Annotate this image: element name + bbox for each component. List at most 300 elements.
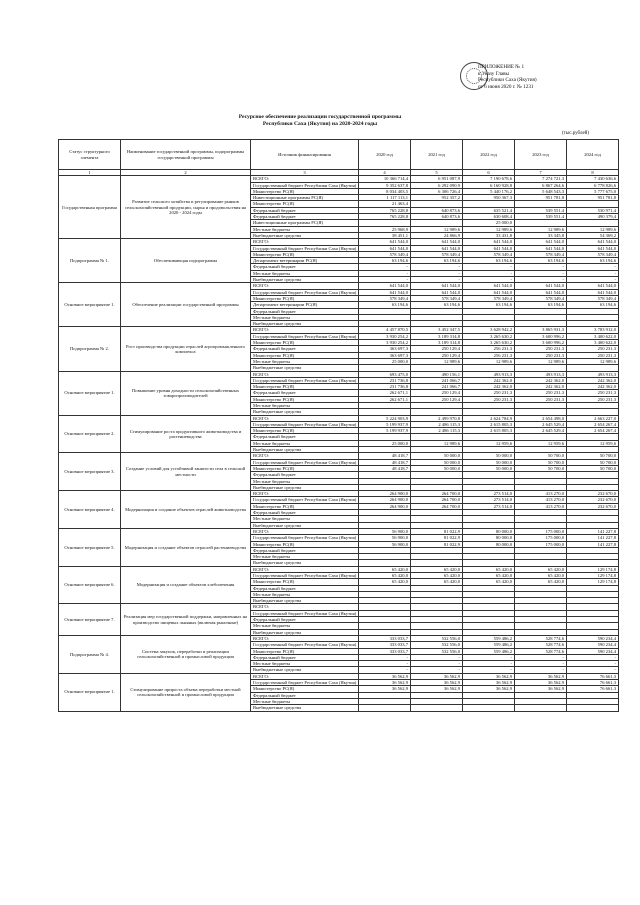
amount-cell: 8 034 403,5 bbox=[359, 188, 411, 194]
amount-cell: 21 463,4 bbox=[359, 201, 411, 207]
funding-table bbox=[58, 139, 619, 712]
amount-cell: 242 362,0 bbox=[463, 384, 515, 390]
amount-cell: 3 865 931,3 bbox=[515, 327, 567, 333]
amount-cell: - bbox=[515, 654, 567, 660]
amount-cell: - bbox=[411, 661, 463, 667]
amount-cell: 2 486 115,3 bbox=[411, 428, 463, 434]
amount-cell: 765 228,8 bbox=[359, 207, 411, 213]
amount-cell: 578 349,4 bbox=[411, 251, 463, 257]
funding-source: Министерство РС(Я) bbox=[251, 648, 359, 654]
amount-cell: 63 194,6 bbox=[411, 258, 463, 264]
amount-cell: 273 514,0 bbox=[463, 503, 515, 509]
amount-cell: 48 418,7 bbox=[359, 459, 411, 465]
amount-cell: 129 174,8 bbox=[567, 573, 619, 579]
amount-cell: 532 556,0 bbox=[411, 642, 463, 648]
amount-cell: 641 544,0 bbox=[359, 245, 411, 251]
amount-cell: 264 700,0 bbox=[411, 491, 463, 497]
element-name: Обеспечение реализации государственной программы bbox=[121, 283, 251, 327]
funding-source: Государственный бюджет Республики Саха (Якутия) bbox=[251, 421, 359, 427]
amount-cell: 765 228,8 bbox=[359, 214, 411, 220]
amount-cell: 532 556,0 bbox=[411, 635, 463, 641]
amount-cell: 493 913,3 bbox=[515, 371, 567, 377]
amount-cell: 630 608,4 bbox=[463, 214, 515, 220]
amount-cell bbox=[515, 705, 567, 711]
amount-cell: 12 989,6 bbox=[463, 226, 515, 232]
annex-line: Республики Саха (Якутия) bbox=[478, 77, 537, 84]
amount-cell: 175 000,0 bbox=[515, 541, 567, 547]
amount-cell bbox=[567, 705, 619, 711]
amount-cell: 641 544,0 bbox=[567, 239, 619, 245]
funding-source: Федеральный бюджет bbox=[251, 547, 359, 553]
amount-cell: 80 000,0 bbox=[463, 528, 515, 534]
annex-note bbox=[478, 64, 628, 90]
amount-cell: 50 000,0 bbox=[411, 459, 463, 465]
funding-source: Федеральный бюджет bbox=[251, 510, 359, 516]
amount-cell: 141 227,8 bbox=[567, 541, 619, 547]
funding-source: Внебюджетные средства bbox=[251, 277, 359, 283]
amount-cell: - bbox=[567, 661, 619, 667]
amount-cell: 63 194,6 bbox=[567, 258, 619, 264]
amount-cell: 63 194,6 bbox=[359, 258, 411, 264]
element-status: Основное мероприятие 3. bbox=[59, 453, 121, 491]
amount-cell: 2 486 115,3 bbox=[411, 421, 463, 427]
amount-cell: 63 194,6 bbox=[463, 258, 515, 264]
funding-source: Министерство РС(Я) bbox=[251, 686, 359, 692]
element-name: Система закупок, переработки и реализации сельскохозяйственной и промысловой продукции bbox=[121, 635, 251, 673]
amount-cell: 50 700,0 bbox=[515, 453, 567, 459]
funding-source: Министерство РС(Я) bbox=[251, 579, 359, 585]
funding-source: ВСЕГО: bbox=[251, 283, 359, 289]
amount-cell: 241 066,7 bbox=[411, 377, 463, 383]
amount-cell: - bbox=[359, 667, 411, 673]
amount-cell: 50 700,0 bbox=[567, 465, 619, 471]
funding-source: Государственный бюджет Республики Саха (Якутия) bbox=[251, 573, 359, 579]
column-header: Наименование государственной программы, подпрограммы государственной программы bbox=[121, 140, 251, 170]
element-name: Модернизация и создание объектов отраслей животноводства bbox=[121, 491, 251, 529]
amount-cell: 12 959,6 bbox=[515, 440, 567, 446]
amount-cell: 241 066,7 bbox=[411, 384, 463, 390]
element-status: Подпрограмма № 1. bbox=[59, 239, 121, 283]
amount-cell: - bbox=[463, 667, 515, 673]
element-status: Основное мероприятие 1. bbox=[59, 371, 121, 415]
funding-source: Местные бюджеты bbox=[251, 270, 359, 276]
column-number: 4 bbox=[359, 170, 411, 176]
amount-cell: 48 418,7 bbox=[359, 453, 411, 459]
amount-cell: 950 367,3 bbox=[463, 195, 515, 201]
amount-cell: 5 199 937,9 bbox=[359, 428, 411, 434]
amount-cell: 693 475,0 bbox=[359, 371, 411, 377]
amount-cell: 641 544,0 bbox=[411, 239, 463, 245]
amount-cell: - bbox=[411, 270, 463, 276]
amount-cell: 3 783 912,0 bbox=[567, 327, 619, 333]
funding-source: Федеральный бюджет bbox=[251, 585, 359, 591]
amount-cell: 578 349,4 bbox=[411, 295, 463, 301]
annex-line: от 6 июня 2020 г. № 1231 bbox=[478, 83, 534, 90]
funding-source: Государственный бюджет Республики Саха (Якутия) bbox=[251, 497, 359, 503]
amount-cell: 36 562,9 bbox=[515, 680, 567, 686]
element-name: Создание условий для устойчивой занятости села в сельской местности bbox=[121, 453, 251, 491]
amount-cell: 141 227,8 bbox=[567, 535, 619, 541]
funding-source: Инвестиционные программы РС(Я) bbox=[251, 220, 359, 226]
amount-cell: 65 420,0 bbox=[411, 573, 463, 579]
amount-cell: 641 544,0 bbox=[515, 239, 567, 245]
funding-source: ВСЕГО: bbox=[251, 176, 359, 182]
funding-source: Федеральный бюджет bbox=[251, 472, 359, 478]
amount-cell: 413 270,0 bbox=[515, 491, 567, 497]
funding-source: Министерство РС(Я) bbox=[251, 188, 359, 194]
amount-cell: 528 774,6 bbox=[515, 635, 567, 641]
amount-cell: 641 544,0 bbox=[411, 283, 463, 289]
amount-cell: 3 400 622,0 bbox=[567, 333, 619, 339]
amount-cell: 54 369,2 bbox=[567, 232, 619, 238]
funding-source: Государственный бюджет Республики Саха (Якутия) bbox=[251, 610, 359, 616]
column-number: 7 bbox=[515, 170, 567, 176]
amount-cell: 242 362,0 bbox=[515, 384, 567, 390]
amount-cell: 6 951 087,9 bbox=[411, 176, 463, 182]
amount-cell: 641 544,0 bbox=[359, 239, 411, 245]
element-name: Рост производства продукции отраслей агропромышленного комплекса bbox=[121, 327, 251, 371]
amount-cell: 2 654 267,4 bbox=[567, 428, 619, 434]
amount-cell: - bbox=[359, 264, 411, 270]
header-row bbox=[59, 140, 619, 170]
amount-cell: - bbox=[463, 270, 515, 276]
amount-cell: 641 544,0 bbox=[359, 283, 411, 289]
amount-cell: 65 420,0 bbox=[463, 573, 515, 579]
element-status: Основное мероприятие 6. bbox=[59, 566, 121, 604]
funding-source: Внебюджетные средства bbox=[251, 667, 359, 673]
amount-cell: 641 544,0 bbox=[359, 289, 411, 295]
amount-cell: 25 000,0 bbox=[359, 440, 411, 446]
amount-cell: 539 551,4 bbox=[515, 214, 567, 220]
column-number: 6 bbox=[463, 170, 515, 176]
title-line: Ресурсное обеспечение реализации государственной программы bbox=[238, 114, 402, 120]
element-status: Основное мероприятие 5. bbox=[59, 528, 121, 566]
amount-cell: 578 349,4 bbox=[359, 295, 411, 301]
amount-cell: - bbox=[411, 277, 463, 283]
amount-cell: 36 562,9 bbox=[359, 686, 411, 692]
funding-source: Министерство РС(Я) bbox=[251, 295, 359, 301]
amount-cell: 951 781,8 bbox=[515, 195, 567, 201]
amount-cell: 413 270,0 bbox=[515, 503, 567, 509]
funding-source: Местные бюджеты bbox=[251, 358, 359, 364]
amount-cell: 578 349,4 bbox=[359, 251, 411, 257]
amount-cell: 231 736,8 bbox=[359, 377, 411, 383]
amount-cell: 141 227,8 bbox=[567, 528, 619, 534]
amount-cell: 3 400 622,0 bbox=[567, 340, 619, 346]
amount-cell: 2 645 529,4 bbox=[515, 428, 567, 434]
amount-cell: 36 562,9 bbox=[463, 680, 515, 686]
funding-source: ВСЕГО: bbox=[251, 239, 359, 245]
amount-cell: 65 420,0 bbox=[411, 579, 463, 585]
column-header: Статус структурного элемента bbox=[59, 140, 121, 170]
funding-source: Местные бюджеты bbox=[251, 478, 359, 484]
element-status: Основное мероприятие 1. bbox=[59, 283, 121, 327]
amount-cell: - bbox=[463, 264, 515, 270]
element-name: Стимулирование роста продуктивного животноводства и растениеводства bbox=[121, 415, 251, 453]
funding-source: ВСЕГО: bbox=[251, 453, 359, 459]
amount-cell: 250 231,3 bbox=[515, 390, 567, 396]
funding-source: Местные бюджеты bbox=[251, 314, 359, 320]
funding-source: Департамент ветеринарии РС(Я) bbox=[251, 302, 359, 308]
amount-cell: 264 900,0 bbox=[359, 503, 411, 509]
amount-cell: 6 867 264,6 bbox=[515, 182, 567, 188]
amount-cell: 264 900,0 bbox=[359, 497, 411, 503]
funding-source: Министерство РС(Я) bbox=[251, 428, 359, 434]
amount-cell: 3 189 314,8 bbox=[411, 340, 463, 346]
amount-cell: - bbox=[463, 277, 515, 283]
amount-cell: 175 000,0 bbox=[515, 535, 567, 541]
amount-cell: 250 231,3 bbox=[567, 352, 619, 358]
funding-source: Внебюджетные средства bbox=[251, 232, 359, 238]
amount-cell: 641 544,0 bbox=[463, 289, 515, 295]
amount-cell: 250 231,3 bbox=[463, 396, 515, 402]
column-header: 2024 год bbox=[567, 140, 619, 170]
amount-cell: 232 670,0 bbox=[567, 503, 619, 509]
amount-cell: 3 452 347,5 bbox=[411, 327, 463, 333]
amount-cell: 12 989,6 bbox=[567, 358, 619, 364]
amount-cell: 640 873,6 bbox=[411, 207, 463, 213]
amount-cell: 559 486,2 bbox=[463, 635, 515, 641]
amount-cell: 6 778 826,6 bbox=[567, 182, 619, 188]
amount-cell: 3 265 630,2 bbox=[463, 333, 515, 339]
amount-cell: - bbox=[515, 270, 567, 276]
amount-cell: 951 781,8 bbox=[567, 195, 619, 201]
amount-cell: 578 349,4 bbox=[515, 251, 567, 257]
funding-source: Государственный бюджет Республики Саха (Якутия) bbox=[251, 642, 359, 648]
amount-cell: 578 349,4 bbox=[567, 295, 619, 301]
amount-cell: 262 671,1 bbox=[359, 390, 411, 396]
amount-cell: 273 514,0 bbox=[463, 491, 515, 497]
funding-source: Инвестиционные программы РС(Я) bbox=[251, 195, 359, 201]
amount-cell: 641 544,0 bbox=[411, 245, 463, 251]
amount-cell: 539 551,4 bbox=[515, 207, 567, 213]
funding-source: Местные бюджеты bbox=[251, 440, 359, 446]
amount-cell: 532 556,0 bbox=[411, 648, 463, 654]
document-title bbox=[150, 114, 490, 128]
amount-cell: 65 420,0 bbox=[359, 573, 411, 579]
amount-cell: 641 544,0 bbox=[567, 289, 619, 295]
amount-cell: 25 968,9 bbox=[359, 226, 411, 232]
amount-cell: 250 231,3 bbox=[567, 390, 619, 396]
element-name: Модернизация и создание объектов отраслей растениеводства bbox=[121, 528, 251, 566]
element-status: Основное мероприятие 7. bbox=[59, 604, 121, 635]
element-status: Подпрограмма № 2. bbox=[59, 327, 121, 371]
amount-cell: 242 362,0 bbox=[567, 384, 619, 390]
funding-source: Министерство РС(Я) bbox=[251, 251, 359, 257]
amount-cell: 36 562,9 bbox=[359, 673, 411, 679]
amount-cell: 250 129,4 bbox=[411, 346, 463, 352]
funding-source: Внебюджетные средства bbox=[251, 629, 359, 635]
amount-cell: - bbox=[359, 270, 411, 276]
amount-cell: 76 661,3 bbox=[567, 680, 619, 686]
funding-source: Министерство РС(Я) bbox=[251, 503, 359, 509]
column-header: 2020 год bbox=[359, 140, 411, 170]
funding-source: Государственный бюджет Республики Саха (Якутия) bbox=[251, 245, 359, 251]
amount-cell: 3 930 254,2 bbox=[359, 333, 411, 339]
amount-cell: 256 231,3 bbox=[463, 352, 515, 358]
funding-source: Внебюджетные средства bbox=[251, 560, 359, 566]
amount-cell: 2 663 227,0 bbox=[567, 415, 619, 421]
funding-source: Федеральный бюджет bbox=[251, 346, 359, 352]
annex-line: ПРИЛОЖЕНИЕ № 1 bbox=[478, 64, 525, 70]
amount-cell: 578 349,4 bbox=[463, 295, 515, 301]
funding-source: Министерство РС(Я) bbox=[251, 465, 359, 471]
funding-source: Внебюджетные средства bbox=[251, 522, 359, 528]
amount-cell: 50 000,0 bbox=[411, 453, 463, 459]
funding-source: Государственный бюджет Республики Саха (Якутия) bbox=[251, 182, 359, 188]
amount-cell: 81 022,9 bbox=[411, 535, 463, 541]
amount-cell: 36 562,9 bbox=[515, 686, 567, 692]
funding-source: Местные бюджеты bbox=[251, 516, 359, 522]
amount-cell: 250 231,3 bbox=[567, 346, 619, 352]
amount-cell: 65 420,0 bbox=[359, 579, 411, 585]
amount-cell: 56 900,0 bbox=[359, 528, 411, 534]
amount-cell: - bbox=[411, 264, 463, 270]
amount-cell: 578 349,4 bbox=[567, 251, 619, 257]
amount-cell: 65 420,0 bbox=[411, 566, 463, 572]
amount-cell: 2 499 970,8 bbox=[411, 415, 463, 421]
amount-cell: 264 700,0 bbox=[411, 497, 463, 503]
funding-source: Государственный бюджет Республики Саха (Якутия) bbox=[251, 680, 359, 686]
amount-cell: 5 440 176,2 bbox=[463, 188, 515, 194]
funding-source: Внебюджетные средства bbox=[251, 598, 359, 604]
amount-cell: 50 000,0 bbox=[463, 465, 515, 471]
amount-cell: - bbox=[515, 264, 567, 270]
amount-cell: 250 231,3 bbox=[515, 396, 567, 402]
amount-cell: 24 866,9 bbox=[411, 232, 463, 238]
amount-cell: 2 645 529,4 bbox=[515, 421, 567, 427]
amount-cell: 250 129,4 bbox=[411, 352, 463, 358]
amount-cell: 7 274 721,3 bbox=[515, 176, 567, 182]
amount-cell: 2 624 784,9 bbox=[463, 415, 515, 421]
amount-cell: 5 199 937,9 bbox=[359, 421, 411, 427]
funding-source: Внебюджетные средства bbox=[251, 447, 359, 453]
amount-cell: 5 224 903,9 bbox=[359, 415, 411, 421]
amount-cell: 1 117 113,1 bbox=[359, 195, 411, 201]
column-number: 5 bbox=[411, 170, 463, 176]
amount-cell: 12 989,6 bbox=[411, 226, 463, 232]
amount-cell: - bbox=[359, 661, 411, 667]
funding-source: Федеральный бюджет bbox=[251, 617, 359, 623]
element-name: Развитие сельского хозяйства и регулирование рынков сельскохозяйственной продукции, сырья и продовольствия на 2020 - 2024 годы bbox=[121, 176, 251, 239]
amount-cell: 590 234,4 bbox=[567, 642, 619, 648]
funding-source: Федеральный бюджет bbox=[251, 308, 359, 314]
element-status: Основное мероприятие 4. bbox=[59, 491, 121, 529]
amount-cell: 635 521,4 bbox=[463, 207, 515, 213]
amount-cell: 578 349,4 bbox=[515, 295, 567, 301]
amount-cell: 9 352 637,8 bbox=[359, 182, 411, 188]
amount-cell: 10 366 714,4 bbox=[359, 176, 411, 182]
table-body bbox=[59, 176, 619, 711]
funding-source: Министерство РС(Я) bbox=[251, 352, 359, 358]
unit-label: (тыс.рублей) bbox=[562, 131, 590, 136]
amount-cell: 36 562,9 bbox=[411, 680, 463, 686]
amount-cell: 363 697,3 bbox=[359, 352, 411, 358]
amount-cell: 63 194,6 bbox=[359, 302, 411, 308]
amount-cell: 528 774,6 bbox=[515, 648, 567, 654]
funding-source: Министерство РС(Я) bbox=[251, 340, 359, 346]
funding-source: Местные бюджеты bbox=[251, 591, 359, 597]
amount-cell: 3 265 630,2 bbox=[463, 340, 515, 346]
amount-cell: 25 000,0 bbox=[463, 220, 515, 226]
amount-cell: 256 231,3 bbox=[463, 346, 515, 352]
funding-source: Местные бюджеты bbox=[251, 226, 359, 232]
amount-cell: - bbox=[515, 277, 567, 283]
amount-cell: 641 544,0 bbox=[515, 289, 567, 295]
amount-cell: 65 420,0 bbox=[463, 566, 515, 572]
amount-cell: 231 736,8 bbox=[359, 384, 411, 390]
column-header: 2021 год bbox=[411, 140, 463, 170]
amount-cell: - bbox=[463, 654, 515, 660]
funding-source: Федеральный бюджет bbox=[251, 214, 359, 220]
amount-cell: 6 160 928,8 bbox=[463, 182, 515, 188]
column-number: 3 bbox=[251, 170, 359, 176]
amount-cell: 76 661,3 bbox=[567, 673, 619, 679]
amount-cell: 363 697,3 bbox=[359, 346, 411, 352]
amount-cell: 264 700,0 bbox=[411, 503, 463, 509]
amount-cell: 12 989,6 bbox=[411, 440, 463, 446]
amount-cell: 12 989,6 bbox=[411, 358, 463, 364]
amount-cell: 50 000,0 bbox=[463, 453, 515, 459]
funding-source: Федеральный бюджет bbox=[251, 434, 359, 440]
amount-cell: 250 231,3 bbox=[515, 352, 567, 358]
funding-source: Министерство РС(Я) bbox=[251, 396, 359, 402]
funding-source: Местные бюджеты bbox=[251, 554, 359, 560]
amount-cell: 3 600 996,2 bbox=[515, 333, 567, 339]
amount-cell: 3 930 254,2 bbox=[359, 340, 411, 346]
amount-cell: 559 486,2 bbox=[463, 648, 515, 654]
amount-cell: 641 544,0 bbox=[515, 245, 567, 251]
amount-cell: 48 418,7 bbox=[359, 465, 411, 471]
amount-cell: 12 989,6 bbox=[567, 226, 619, 232]
amount-cell: 242 362,0 bbox=[567, 377, 619, 383]
column-number: 8 bbox=[567, 170, 619, 176]
amount-cell: 50 700,0 bbox=[515, 465, 567, 471]
amount-cell bbox=[463, 705, 515, 711]
amount-cell: - bbox=[567, 654, 619, 660]
amount-cell: 250 129,4 bbox=[411, 390, 463, 396]
amount-cell: 2 654 498,0 bbox=[515, 415, 567, 421]
amount-cell: 640 873,6 bbox=[411, 214, 463, 220]
element-name: Обеспечивающая подпрограмма bbox=[121, 239, 251, 283]
element-status: Государственная программа bbox=[59, 176, 121, 239]
element-status: Подпрограмма № 4. bbox=[59, 635, 121, 673]
amount-cell: 6 306 726,4 bbox=[411, 188, 463, 194]
amount-cell: 413 270,0 bbox=[515, 497, 567, 503]
amount-cell: - bbox=[411, 667, 463, 673]
amount-cell: - bbox=[359, 654, 411, 660]
amount-cell: 641 544,0 bbox=[515, 283, 567, 289]
funding-source: Внебюджетные средства bbox=[251, 409, 359, 415]
funding-source: Федеральный бюджет bbox=[251, 692, 359, 698]
amount-cell: 250 231,3 bbox=[567, 396, 619, 402]
amount-cell: 81 022,9 bbox=[411, 541, 463, 547]
amount-cell: 2 654 267,4 bbox=[567, 421, 619, 427]
amount-cell: 80 000,0 bbox=[463, 541, 515, 547]
amount-cell: 25 000,0 bbox=[359, 358, 411, 364]
amount-cell bbox=[359, 705, 411, 711]
amount-cell: 129 174,8 bbox=[567, 566, 619, 572]
amount-cell: 50 700,0 bbox=[515, 459, 567, 465]
funding-source: ВСЕГО: bbox=[251, 327, 359, 333]
funding-source: ВСЕГО: bbox=[251, 371, 359, 377]
amount-cell: 36 562,9 bbox=[411, 673, 463, 679]
element-name: Модернизация и создание объектов хлебопечения bbox=[121, 566, 251, 604]
amount-cell: 2 615 805,3 bbox=[463, 428, 515, 434]
amount-cell: - bbox=[515, 667, 567, 673]
amount-cell: 5 648 543,3 bbox=[515, 188, 567, 194]
funding-source: Министерство РС(Я) bbox=[251, 384, 359, 390]
